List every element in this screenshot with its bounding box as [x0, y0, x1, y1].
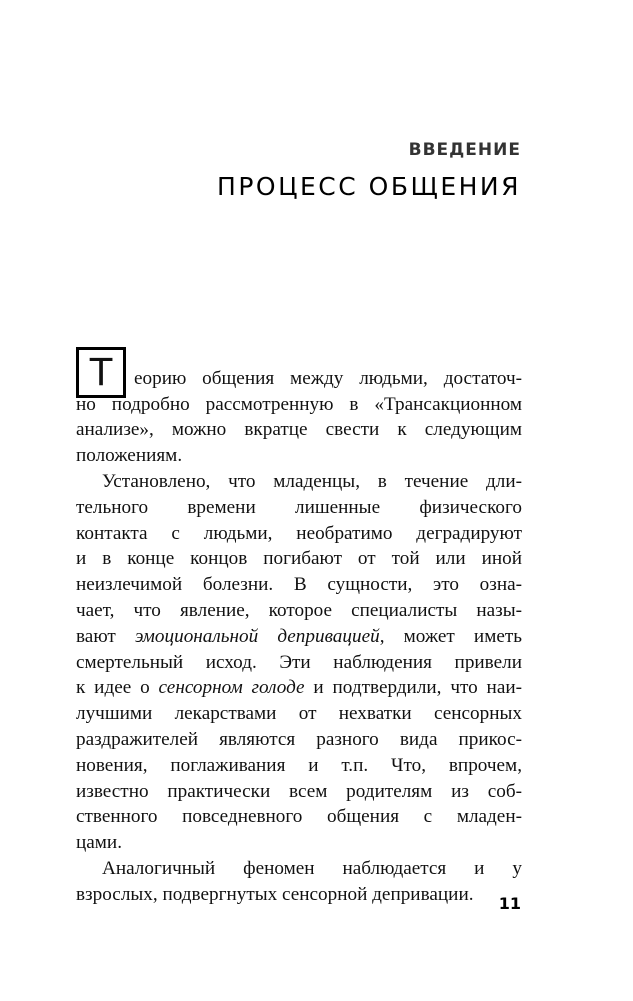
- text-segment: , может иметь: [379, 625, 522, 647]
- body-text: [76, 340, 522, 908]
- text-line: смертельный исход. Эти наблюдения привели: [76, 651, 522, 673]
- text-line: известно практически всем родителям из соб-: [76, 780, 522, 802]
- chapter-title: ПРОЦЕСС ОБЩЕНИЯ: [217, 172, 521, 201]
- text-line: раздражителей являются разного вида прикос-: [76, 728, 522, 750]
- text-line: неизлечимой болезни. В сущности, это озна-: [76, 574, 522, 596]
- text-segment: к идее о: [76, 677, 159, 699]
- dropcap-line: [76, 340, 522, 392]
- text-segment: и подтвердили, что наи-: [304, 677, 522, 699]
- text-line: чает, что явление, которое специалисты назы-: [76, 599, 522, 621]
- text-line: ственного повседневного общения с младен-: [76, 806, 522, 828]
- text-line: но подробно рассмотренную в «Трансакционном: [76, 393, 522, 415]
- text-line: цами.: [76, 832, 122, 854]
- text-segment: вают: [76, 625, 135, 647]
- text-line: Установлено, что младенцы, в течение дли-: [102, 470, 522, 492]
- text-line: еорию общения между людьми, достаточ-: [134, 367, 522, 389]
- text-line: тельного времени лишенные физического: [76, 496, 522, 518]
- text-line: лучшими лекарствами от нехватки сенсорных: [76, 703, 522, 725]
- italic-term: сенсорном голоде: [158, 677, 305, 699]
- paragraph-1: [76, 340, 522, 469]
- text-line: Аналогичный феномен наблюдается и у: [102, 857, 522, 879]
- section-label: ВВЕДЕНИЕ: [408, 140, 521, 160]
- page-number: 11: [498, 894, 521, 913]
- italic-term: эмоциональной депривацией: [134, 625, 380, 647]
- paragraph-2: [76, 469, 522, 856]
- text-line: [76, 624, 522, 650]
- text-line: [76, 675, 522, 701]
- text-line: взрослых, подвергнутых сенсорной депривации.: [76, 883, 474, 905]
- text-line: и в конце концов погибают от той или иной: [76, 548, 522, 570]
- text-line: анализе», можно вкратце свести к следующим: [76, 419, 522, 441]
- text-line: контакта с людьми, необратимо деградируют: [76, 522, 522, 544]
- paragraph-3: [76, 856, 522, 908]
- text-line: новения, поглаживания и т.п. Что, впрочем,: [76, 754, 522, 776]
- text-line: положениям.: [76, 445, 183, 467]
- drop-cap: Т: [76, 347, 126, 398]
